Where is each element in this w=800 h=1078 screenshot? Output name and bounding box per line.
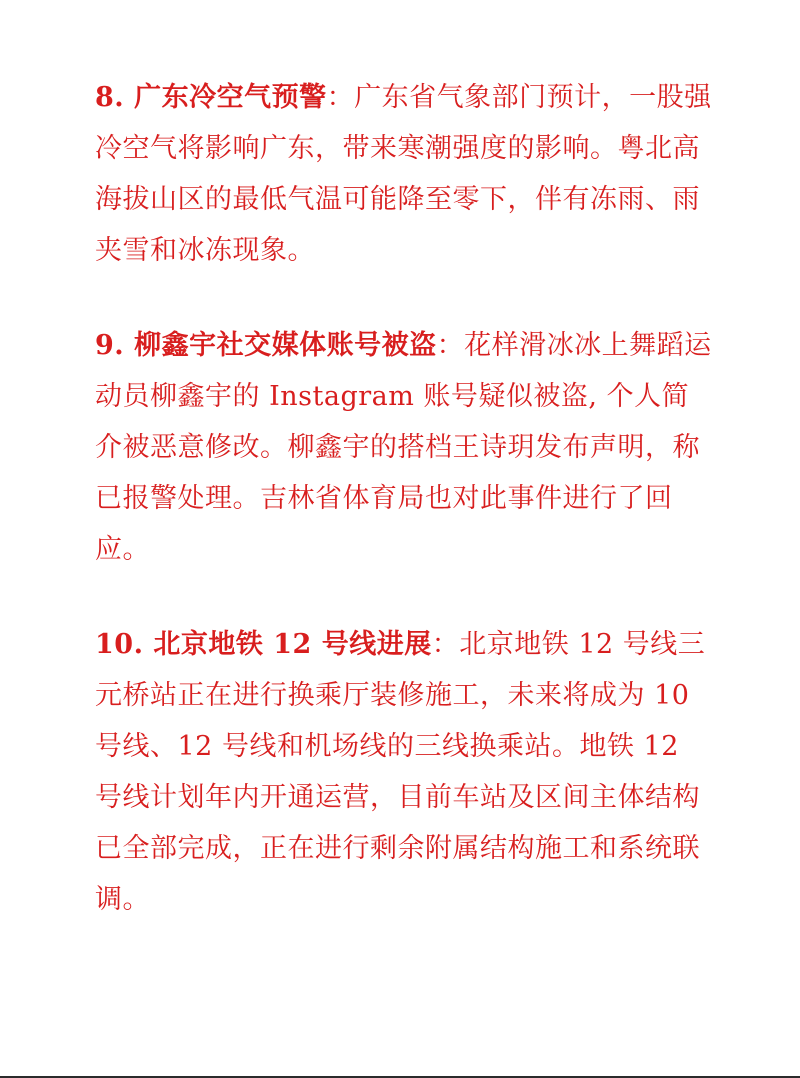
title-separator: ： bbox=[326, 82, 355, 113]
news-title: 10. 北京地铁 12 号线进展 bbox=[95, 629, 432, 660]
news-item-8 bbox=[95, 72, 715, 276]
news-item-9 bbox=[95, 320, 715, 575]
news-title: 8. 广东冷空气预警 bbox=[95, 82, 327, 113]
news-body: 广东省气象部门预计，一股强冷空气将影响广东，带来寒潮强度的影响。粤北高海拔山区的最低气温可能降至零下，伴有冻雨、雨夹雪和冰冻现象。 bbox=[95, 82, 712, 266]
title-separator: ： bbox=[431, 629, 460, 660]
title-separator: ： bbox=[436, 330, 465, 361]
news-item-10 bbox=[95, 619, 715, 925]
news-title: 9. 柳鑫宇社交媒体账号被盗 bbox=[95, 330, 437, 361]
news-body: 花样滑冰冰上舞蹈运动员柳鑫宇的 Instagram 账号疑似被盗, 个人简介被恶意修改。柳鑫宇的搭档王诗玥发布声明，称已报警处理。吉林省体育局也对此事件进行了回应。 bbox=[95, 330, 712, 565]
news-body: 北京地铁 12 号线三元桥站正在进行换乘厅装修施工，未来将成为 10 号线、12 号线和机场线的三线换乘站。地铁 12 号线计划年内开通运营，目前车站及区间主体结构已全部完成，正在进行剩余附属结构施工和系统联调。 bbox=[95, 629, 706, 915]
news-list bbox=[95, 72, 715, 969]
